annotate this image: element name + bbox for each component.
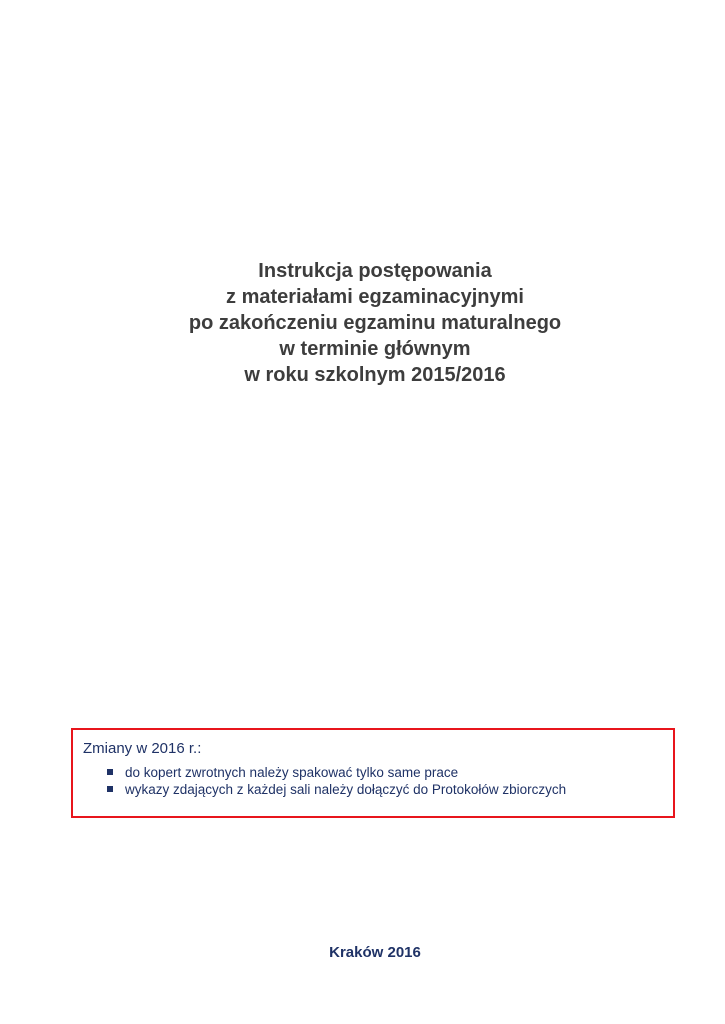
footer-place-year: Kraków 2016 [329,944,421,961]
changes-item-text: do kopert zwrotnych należy spakować tylko same prace [125,765,459,780]
changes-item-text: wykazy zdających z każdej sali należy dołączyć do Protokołów zbiorczych [125,782,567,797]
changes-notice-box [71,728,675,818]
title-line-2: z materiałami egzaminacyjnymi [226,286,524,308]
document-title [0,258,725,388]
title-line-3: po zakończeniu egzaminu maturalnego [188,312,562,334]
title-line-5: w roku szkolnym 2015/2016 [244,364,506,386]
title-line-1: Instrukcja postępowania [258,260,492,282]
changes-list-item [105,781,566,798]
title-line-4: w terminie głównym [279,338,471,360]
changes-list [105,764,566,798]
square-bullet-icon [107,769,113,775]
square-bullet-icon [107,786,113,792]
changes-heading: Zmiany w 2016 r.: [83,740,202,757]
changes-list-item [105,764,566,781]
